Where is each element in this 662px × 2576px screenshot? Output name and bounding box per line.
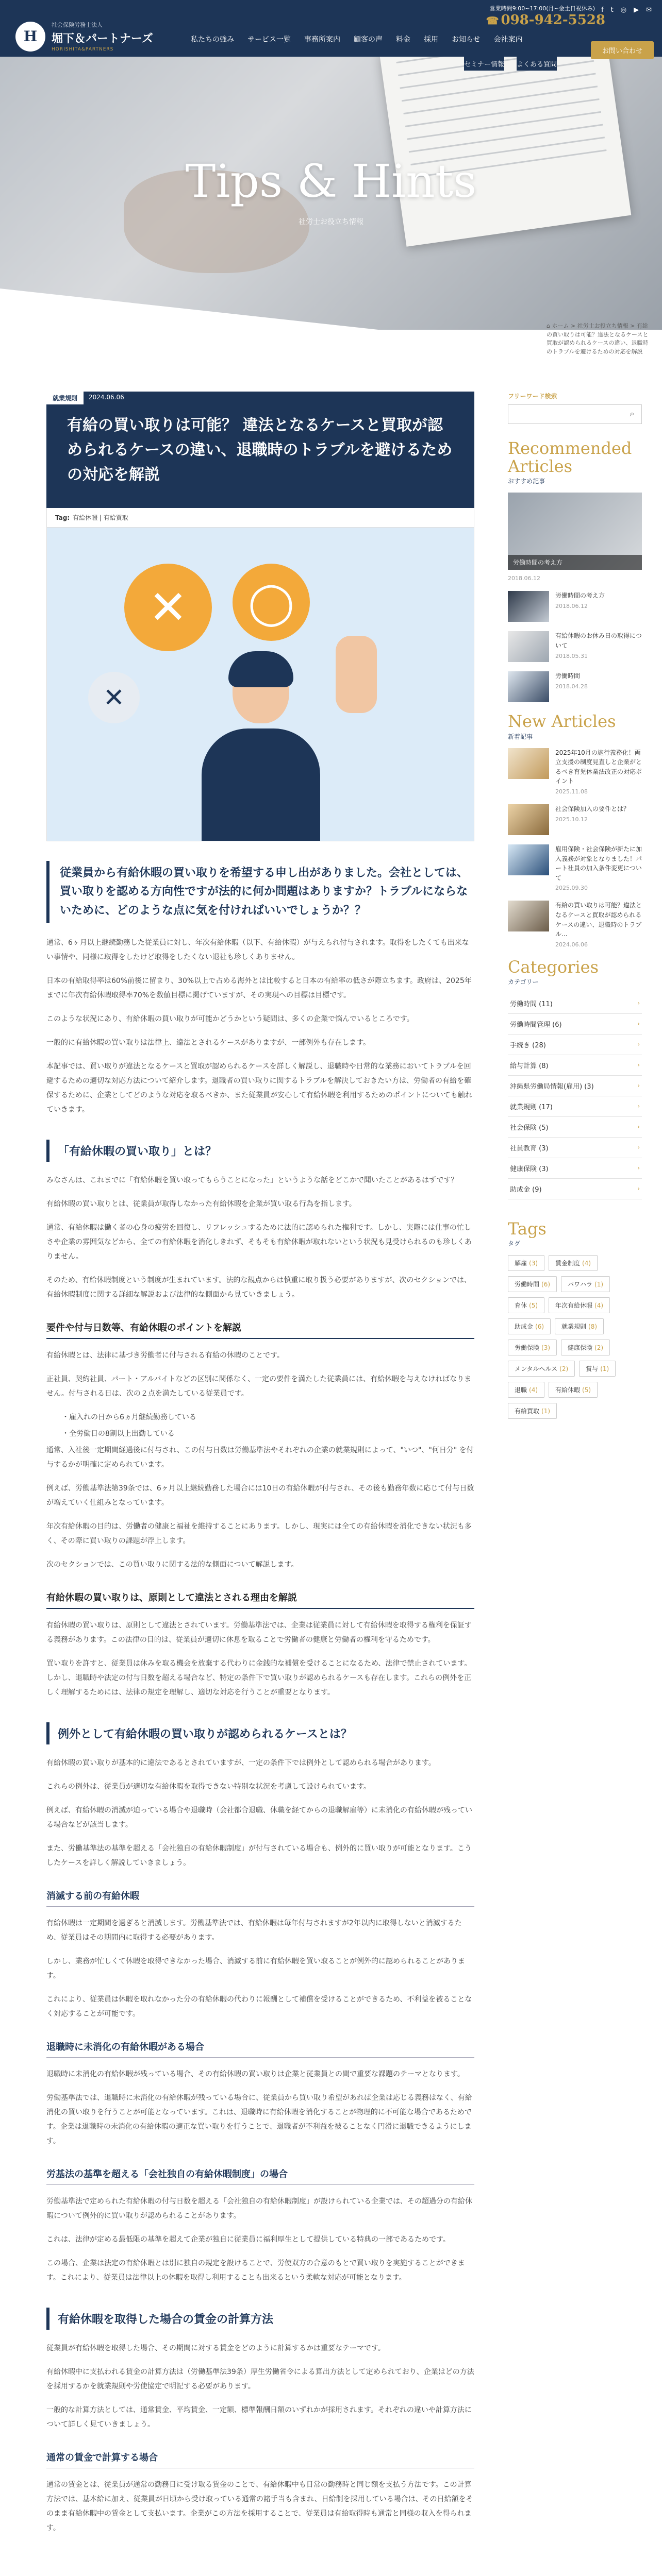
tag-count: (4) [594, 1302, 604, 1310]
intro-paragraph: 本記事では、買い取りが違法となるケースと買取が認められるケースを詳しく解説し、退職時や日常的な業務においてトラブルを回避するための適切な対応方法について紹介します。退職者の買い取りに関するトラブルを解決しておきたい方は、労働者の有給を確保するために、企業としてどのような対応を取るべきか、また従業員が安心して有給休暇を利用するためのポイントについても触れていきます。 [46, 1062, 472, 1114]
article-card-text [555, 748, 642, 795]
category-name: 社会保険 [510, 1124, 537, 1132]
tag-name: 健康保険 [568, 1344, 593, 1352]
nav-news[interactable]: お知らせ [452, 36, 481, 44]
category-name: 助成金 [510, 1185, 531, 1194]
tag-count: (1) [541, 1408, 551, 1415]
category-label [510, 1122, 549, 1132]
categories-heading: Categories [508, 957, 599, 977]
section-paragraph: 有給休暇の買い取りが基本的に違法であるとされていますが、一定の条件下では例外として認められる場合があります。 [46, 1758, 436, 1767]
tag-item[interactable] [561, 1276, 610, 1292]
section-paragraph: 一般的な計算方法としては、通常賃金、平均賃金、一定額、標準報酬日額のいずれかが採用されます。それぞれの違いや計算方法について詳しく見ていきましょう。 [46, 2405, 472, 2429]
intro-paragraph: 日本の有給取得率は60%前後に留まり、30%以上で占める海外とは比較すると日本の有給率の低さが際立ちます。政府は、2025年までに年次有給休暇取得率70%を数値目標に掲げていますが、その実現への目標は目標です。 [46, 976, 472, 999]
section-heading: 「有給休暇の買い取り」とは？ [46, 1140, 474, 1162]
article-sections [46, 1140, 474, 2535]
raised-hand-illustration [336, 636, 377, 713]
list-item: ・雇入れの日から6ヵ月継続勤務している [62, 1413, 196, 1421]
article-card-date: 2025.09.30 [555, 885, 588, 892]
chevron-right-icon: › [637, 999, 640, 1007]
cross-bubble-icon: ✕ [124, 564, 212, 651]
article-card-date: 2018.04.28 [555, 683, 588, 690]
section-paragraph: 通常、入社後一定期間経過後に付与され、この付与日数は労働基準法やそれぞれの企業の就業規則によって、"いつ"、"何日分" を付与するかが明確に定められています。 [46, 1446, 474, 1469]
post-date: 2024.06.06 [89, 394, 124, 401]
section-heading: 有給休暇の買い取りは、原則として違法とされる理由を解説 [46, 1590, 474, 1609]
category-count: (6) [552, 1021, 562, 1029]
nav-strengths[interactable]: 私たちの強み [191, 36, 234, 44]
tag-count: (3) [529, 1260, 538, 1267]
article-card-text [555, 844, 642, 891]
section-paragraph: 例えば、労働基準法第39条では、6ヶ月以上継続勤務した場合には10日の有給休暇が付与され、その後も勤務年数に応じて付与日数が増えていく仕組みとなっています。 [46, 1484, 474, 1507]
section-paragraph: これにより、従業員は休暇を取れなかった分の有給休暇の代わりに報酬として補償を受けることができるため、不利益を被ることなく対応することが可能です。 [46, 1995, 472, 2018]
nav-company[interactable]: 会社案内 [493, 36, 523, 44]
chevron-right-icon: › [637, 1185, 640, 1193]
tag-count: (6) [541, 1281, 551, 1289]
tel-link[interactable] [486, 12, 605, 28]
recommended-subheading: おすすめ記事 [508, 478, 545, 485]
category-count: (3) [539, 1144, 549, 1153]
sub-nav [464, 57, 569, 71]
eyecatch-illustration [46, 527, 474, 841]
article-card-title: 有給休暇のお休み日の取得について [555, 632, 642, 649]
category-item[interactable] [508, 1179, 642, 1199]
tag-count: (2) [594, 1344, 604, 1352]
recommended-heading: Recommended Articles [508, 438, 632, 477]
article-card-text [555, 671, 588, 702]
category-label [510, 1040, 546, 1049]
chevron-right-icon: › [637, 1144, 640, 1151]
category-name: 給与計算 [510, 1062, 537, 1070]
section-paragraph: 正社員、契約社員、パート・アルバイトなどの区別に関係なく、一定の要件を満たした従業員には、有給休暇を与えなければなりません。付与される日は、次の２点を満たしている従業員です。 [46, 1375, 472, 1398]
tag-item[interactable] [549, 1297, 610, 1313]
section-paragraph: 有給休暇は一定期間を過ぎると消滅します。労働基準法では、有給休暇は毎年付与されますが2年以内に取得しないと消滅するため、従業員はその期間内に取得する必要があります。 [46, 1919, 462, 1942]
article-card[interactable] [508, 804, 642, 835]
category-count: (3) [584, 1082, 594, 1091]
tags-label: Tag: [55, 514, 70, 521]
intro-paragraph: 一般的に有給休暇の買い取りは法律上、違法とされるケースがありますが、一部例外も存在します。 [46, 1038, 371, 1047]
tag-name: 解雇 [515, 1260, 527, 1267]
list-item: ・全労働日の8割以上出勤している [62, 1429, 175, 1438]
category-name: 手続き [510, 1041, 531, 1049]
section-paragraph: これらの例外は、従業員が適切な有給休暇を取得できない特別な状況を考慮して設けられています。 [46, 1782, 371, 1791]
category-item[interactable] [508, 1138, 642, 1158]
category-label [510, 1184, 542, 1194]
article-card-title: 労働時間 [555, 672, 581, 680]
nav-recruit[interactable]: 採用 [424, 36, 438, 44]
logo-mark-icon: H [15, 22, 45, 52]
category-badge[interactable]: 就業規則 [46, 392, 84, 404]
category-item[interactable] [508, 1096, 642, 1117]
twitter-icon[interactable]: t [610, 6, 614, 14]
tag-item[interactable] [549, 1382, 598, 1398]
global-nav [191, 34, 536, 44]
tag-name: 有給休暇 [555, 1386, 581, 1394]
new-list [508, 748, 642, 948]
tag-name: 助成金 [515, 1323, 534, 1331]
tags-subheading: タグ [508, 1240, 521, 1248]
person-illustration [202, 656, 320, 841]
section-paragraph: 退職時に未消化の有給休暇が残っている場合、その有給休暇の買い取りは企業と従業員との間で重要な課題のテーマとなります。 [46, 2070, 465, 2078]
category-count: (28) [532, 1041, 546, 1049]
sidebar [508, 392, 642, 1424]
new-heading: New Articles [508, 711, 616, 732]
article-card[interactable] [508, 671, 642, 702]
chevron-right-icon: › [637, 1061, 640, 1069]
tag-count: (1) [600, 1365, 609, 1373]
article-card[interactable] [508, 591, 642, 622]
article-thumbnail [508, 804, 549, 835]
category-count: (5) [539, 1124, 549, 1132]
tag-item[interactable] [508, 1361, 575, 1377]
category-item[interactable] [508, 993, 642, 1014]
tag-count: (4) [529, 1386, 538, 1394]
category-count: (3) [539, 1165, 549, 1173]
category-name: 就業規則 [510, 1103, 537, 1111]
article-card-title: 2025年10月の施行義務化！両立支援の制度見直しと企業がとるべき育児休業法改正の対応ポイント [555, 749, 642, 785]
tags-heading: Tags [508, 1218, 547, 1239]
category-list [508, 993, 642, 1199]
section-paragraph: 労働基準法では、退職時に未消化の有給休暇が残っている場合に、従業員から買い取り希望があれば企業は応じる義務はなく、有給消化の買い取りを行うことが可能となっています。これは、退職時に有給休暇を消化することが物理的に不可能な場合であるためです。企業は退職時の未消化の有給休暇の適正な買い取りを行うことで、退職者が不利益を被ることなく円滑に退職できるようにします。 [46, 2093, 472, 2145]
article-thumbnail [508, 748, 549, 779]
tag-name: 退職 [515, 1386, 527, 1394]
section-paragraph: この場合、企業は法定の有給休暇とは別に独自の規定を設けることで、労使双方の合意のもとで買い取りを実施することができます。これにより、従業員は法律以上の休暇を取得し利用することも出来るという柔軟な対応が可能となります。 [46, 2259, 465, 2282]
contact-button[interactable]: お問い合わせ [591, 41, 654, 59]
search-icon[interactable]: ⌕ [623, 405, 641, 423]
section-paragraph: 通常、有給休暇は働く者の心身の疲労を回復し、リフレッシュするために法的に認められた権利です。しかし、実際には仕事の忙しさや企業の雰囲気などから、全ての有給休暇を消化しきれず、そもそも有給休暇が取れないという状況も見受けられるのも珍しくありません。 [46, 1223, 472, 1261]
lead-question: 従業員から有給休暇の買い取りを希望する申し出がありました。会社としては、買い取りを認める方向性ですが法的に何か問題はありますか？トラブルにならないために、どのような点に気を付ければいいでしょうか？？ [46, 861, 474, 923]
category-name: 健康保険 [510, 1165, 537, 1173]
tag-name: パワハラ [568, 1281, 593, 1289]
section-paragraph: 従業員が有給休暇を取得した場合、その期間に対する賃金をどのように計算するかは重要なテーマです。 [46, 2344, 385, 2352]
article-card-date: 2018.05.31 [555, 652, 588, 659]
section-paragraph: 有給休暇中に支払われる賃金の計算方法は（労働基準法39条）厚生労働省令による算出方法として定められており、企業はどの方法を採用するかを就業規則や労使協定で明記する必要があります。 [46, 2367, 474, 2391]
search-form [508, 404, 642, 424]
instagram-icon[interactable]: ◎ [620, 6, 627, 14]
category-label [510, 1163, 549, 1173]
section-heading: 有給休暇を取得した場合の賃金の計算方法 [46, 2308, 474, 2330]
hero-title: Tips & Hints [185, 155, 477, 208]
section-paragraph: みなさんは、これまでに「有給休暇を買い取ってもらうことになった」というような話をどこかで聞いたことがあるはずです？ [46, 1176, 458, 1184]
tag-item[interactable] [508, 1297, 544, 1313]
section-heading: 退職時に未消化の有給休暇がある場合 [46, 2040, 474, 2058]
tag-item[interactable] [549, 1255, 598, 1271]
intro-text [46, 936, 474, 1117]
tag-name: 就業規則 [561, 1323, 587, 1331]
small-cross-bubble-icon: ✕ [88, 672, 140, 723]
search-label: フリーワード検索 [508, 393, 557, 400]
youtube-icon[interactable]: ▶ [634, 6, 639, 14]
article-card-title: 労働時間の考え方 [555, 592, 605, 600]
article-card-date: 2024.06.06 [555, 941, 588, 948]
section-paragraph: 例えば、有給休暇の消滅が迫っている場合や退職時（会社都合退職、休職を経てからの退職解雇等）に未消化の有給休暇が残っている場合などが該当します。 [46, 1806, 472, 1829]
category-label [510, 1060, 549, 1070]
article-header [46, 392, 474, 508]
search-input[interactable] [508, 405, 623, 423]
nav-services[interactable]: サービス一覧 [247, 36, 291, 44]
chevron-right-icon: › [637, 1164, 640, 1172]
tag-item[interactable] [508, 1340, 557, 1355]
recommended-feature-card[interactable] [508, 493, 642, 570]
feature-caption: 労働時間の考え方 [508, 555, 642, 570]
category-count: (9) [532, 1185, 542, 1194]
article-thumbnail [508, 844, 549, 875]
business-hours: 営業時間9:00~17:00(月~金土日祝休み) [489, 5, 595, 12]
article-thumbnail [508, 591, 549, 622]
nav-pricing[interactable]: 料金 [396, 36, 410, 44]
section-paragraph: 次のセクションでは、この買い取りに関する法的な側面について解説します。 [46, 1560, 299, 1569]
article-card-date: 2018.06.12 [555, 602, 588, 609]
intro-paragraph: 通常、6ヶ月以上継続勤務した従業員に対し、年次有給休暇（以下、有給休暇）が与えられ付与されます。取得をしたくても出来ない事情や、同様に取得をしたけど取得をしたくない退社も珍しくありません。 [46, 938, 469, 961]
tag-cloud [508, 1255, 642, 1424]
tag-count: (2) [559, 1365, 569, 1373]
article-card[interactable] [508, 901, 642, 947]
mail-icon[interactable]: ✉ [646, 6, 652, 14]
tag-count: (4) [582, 1260, 591, 1267]
tag-count: (5) [582, 1386, 591, 1394]
category-name: 社員教育 [510, 1144, 537, 1153]
article-card-title: 社会保険加入の要件とは？ [555, 805, 630, 812]
article-card[interactable] [508, 748, 642, 795]
facebook-icon[interactable]: f [601, 6, 604, 14]
tag-count: (1) [594, 1281, 604, 1289]
article-thumbnail [508, 671, 549, 702]
tag-item[interactable] [508, 1318, 551, 1334]
tag-item[interactable] [561, 1340, 610, 1355]
tel-number: 098-942-5528 [501, 12, 605, 28]
recommended-list [508, 591, 642, 702]
tag-count: (3) [541, 1344, 551, 1352]
article-card-title: 雇用保険・社会保険が新たに加入義務が対象となりました！パート社員の加入条件変更について [555, 845, 642, 882]
section-paragraph: そのため、有給休暇制度という制度が生まれています。法的な観点からは慎重に取り扱う必要がありますが、次のセクションでは、有給休暇制度に関する詳細な解説および法律的な側面から見ていきましょう。 [46, 1276, 472, 1299]
tag-item[interactable] [508, 1382, 544, 1398]
tag-name: 賃金制度 [555, 1260, 581, 1267]
section-heading: 消滅する前の有給休暇 [46, 1889, 474, 1907]
tag-item[interactable] [555, 1318, 604, 1334]
tag-item[interactable] [508, 1255, 544, 1271]
section-heading: 例外として有給休暇の買い取りが認められるケースとは？ [46, 1722, 474, 1744]
article-card-text [555, 901, 642, 947]
section-paragraph: また、労働基準法の基準を超える「会社独自の有給休暇制度」が付与されている場合も、例外的に買い取りが可能となります。こうしたケースを詳しく解説していきましょう。 [46, 1844, 472, 1867]
tag-count: (6) [535, 1323, 544, 1331]
tag-item[interactable] [579, 1361, 616, 1377]
section-paragraph: 有給休暇とは、法律に基づき労働者に付与される有給の休暇のことです。 [46, 1351, 284, 1360]
category-item[interactable] [508, 1117, 642, 1138]
article-card-text [555, 591, 605, 622]
tag-item[interactable] [508, 1403, 557, 1419]
intro-paragraph: このような状況にあり、有給休暇の買い取りが可能かどうかという疑問は、多くの企業で悩んでいるところです。 [46, 1014, 414, 1023]
tag-count: (8) [588, 1323, 598, 1331]
category-label [510, 1143, 549, 1153]
section-heading: 労基法の基準を超える「会社独自の有給休暇制度」の場合 [46, 2167, 474, 2185]
tag-count: (5) [529, 1302, 538, 1310]
section-paragraph: しかし、業務が忙しくて休暇を取得できなかった場合、消滅する前に有給休暇を買い取ることが例外的に認められることがあります。 [46, 1957, 465, 1980]
chevron-right-icon: › [637, 1123, 640, 1131]
breadcrumb[interactable]: ⌂ ホーム > 社労士お役立ち情報 > 有給の買い取りは可能？違法となるケースと買取が認められるケースの違い、退職時のトラブルを避けるための対応を解説 [547, 323, 649, 355]
category-name: 沖縄県労働局情報(雇用) [510, 1082, 583, 1091]
post-title: 有給の買い取りは可能？ 違法となるケースと買取が認められるケースの違い、退職時のトラブルを避けるための対応を解説 [67, 416, 453, 484]
section-paragraph: 労働基準法で定められた有給休暇の付与日数を超える「会社独自の有給休暇制度」が設けられている企業では、その超過分の有給休暇について例外的に買い取りが認められることがあります。 [46, 2197, 472, 2220]
circle-bubble-icon: ◯ [233, 564, 310, 641]
article-card-text [555, 804, 630, 835]
chevron-right-icon: › [637, 1082, 640, 1090]
article-thumbnail [508, 901, 549, 931]
article-card-date: 2025.10.12 [555, 816, 588, 823]
section-paragraph: 有給休暇の買い取りは、原則として違法とされています。労働基準法では、企業は従業員に対して有給休暇を取得する権利を保証する義務があります。この法律の目的は、従業員が適切に休息を取ることで労働者の健康と労働者の権利を守るためです。 [46, 1621, 472, 1644]
category-item[interactable] [508, 1158, 642, 1179]
phone-icon: ☎ [486, 14, 499, 27]
tag-name: 有給買取 [515, 1408, 540, 1415]
new-subheading: 新着記事 [508, 733, 533, 740]
chevron-right-icon: › [637, 1020, 640, 1028]
article-card-text [555, 631, 642, 662]
section-heading: 要件や付与日数等、有給休暇のポイントを解説 [46, 1320, 474, 1339]
section-heading: 通常の賃金で計算する場合 [46, 2450, 474, 2468]
category-item[interactable] [508, 1055, 642, 1076]
section-paragraph: 年次有給休暇の目的は、労働者の健康と福祉を維持することにあります。しかし、現実には全ての有給休暇を消化できない状況も多く、その際に買い取りの課題が浮上します。 [46, 1522, 472, 1545]
category-name: 労働時間 [510, 1000, 537, 1008]
article-card-date: 2025.11.08 [555, 788, 588, 795]
section-paragraph: 有給休暇の買い取りとは、従業員が取得しなかった有給休暇を企業が買い取る行為を指します。 [46, 1199, 356, 1208]
tag-name: 育休 [515, 1302, 527, 1310]
nav-office[interactable]: 事務所案内 [304, 36, 340, 44]
section-paragraph: 通常の賃金とは、従業員が通常の勤務日に受け取る賃金のことで、有給休暇中も日常の勤務時と同じ額を支払う方法です。この計算方法では、基本給に加え、従業員が日頃から受け取っている通常の諸手当も含まれ、日給制を採用している場合は、その日給額をそのまま有給休暇中の賃金として支払います。企業がこの方法を採用することで、従業員は有給取得時も通常と同様の収入を得られます。 [46, 2480, 473, 2532]
article-card-title: 有給の買い取りは可能？違法となるケースと買取が認められるケースの違い、退職時のトラブル... [555, 902, 642, 938]
category-name: 労働時間管理 [510, 1021, 551, 1029]
category-label [510, 1019, 562, 1029]
chevron-right-icon: › [637, 1103, 640, 1110]
hero-subtitle: 社労士お役立ち情報 [299, 218, 363, 226]
article-card[interactable] [508, 631, 642, 662]
category-item[interactable] [508, 1035, 642, 1055]
article-card[interactable] [508, 844, 642, 891]
category-item[interactable] [508, 1014, 642, 1035]
tag-name: 労働時間 [515, 1281, 540, 1289]
tag-name: 賞与 [586, 1365, 599, 1373]
post-tag-links[interactable]: 有給休暇 | 有給買取 [73, 514, 128, 521]
site-logo[interactable] [15, 21, 153, 52]
chevron-right-icon: › [637, 1041, 640, 1048]
tag-item[interactable] [508, 1276, 557, 1292]
logo-line1: 社会保険労務士法人 [52, 22, 103, 28]
tag-name: 労働保険 [515, 1344, 540, 1352]
nav-faq[interactable]: よくある質問 [517, 57, 557, 71]
post-tags [46, 508, 474, 527]
logo-en: HORISHITA&PARTNERS [52, 47, 114, 52]
feature-date: 2018.06.12 [508, 575, 540, 582]
category-item[interactable] [508, 1076, 642, 1096]
article-thumbnail [508, 631, 549, 662]
section-paragraph: これは、法律が定める最低限の基準を超えて企業が独自に従業員に福利厚生として提供している特典の一部であるためです。 [46, 2235, 450, 2244]
article [46, 392, 474, 2545]
category-label [510, 1101, 553, 1111]
logo-name: 堀下＆パートナーズ [52, 32, 153, 45]
tag-name: メンタルヘルス [515, 1365, 558, 1373]
category-count: (11) [539, 1000, 553, 1008]
nav-seminar[interactable]: セミナー情報 [464, 57, 504, 71]
category-label [510, 998, 553, 1008]
section-paragraph: 買い取りを許すと、従業員は休みを取る機会を放棄する代わりに金銭的な補償を受けることになるため、法律で禁止されています。しかし、退職時や法定の付与日数を超える場合など、特定の条件下で買い取りが認められるケースも存在します。これらの例外を正しく理解するためには、法律の規定を理解し、適切な対応を行うことが重要となります。 [46, 1659, 472, 1697]
tag-name: 年次有給休暇 [555, 1302, 593, 1310]
category-count: (17) [539, 1103, 553, 1111]
nav-voices[interactable]: 顧客の声 [354, 36, 383, 44]
category-count: (8) [539, 1062, 549, 1070]
categories-subheading: カテゴリー [508, 978, 539, 986]
category-label [510, 1081, 594, 1091]
site-header [0, 0, 662, 57]
